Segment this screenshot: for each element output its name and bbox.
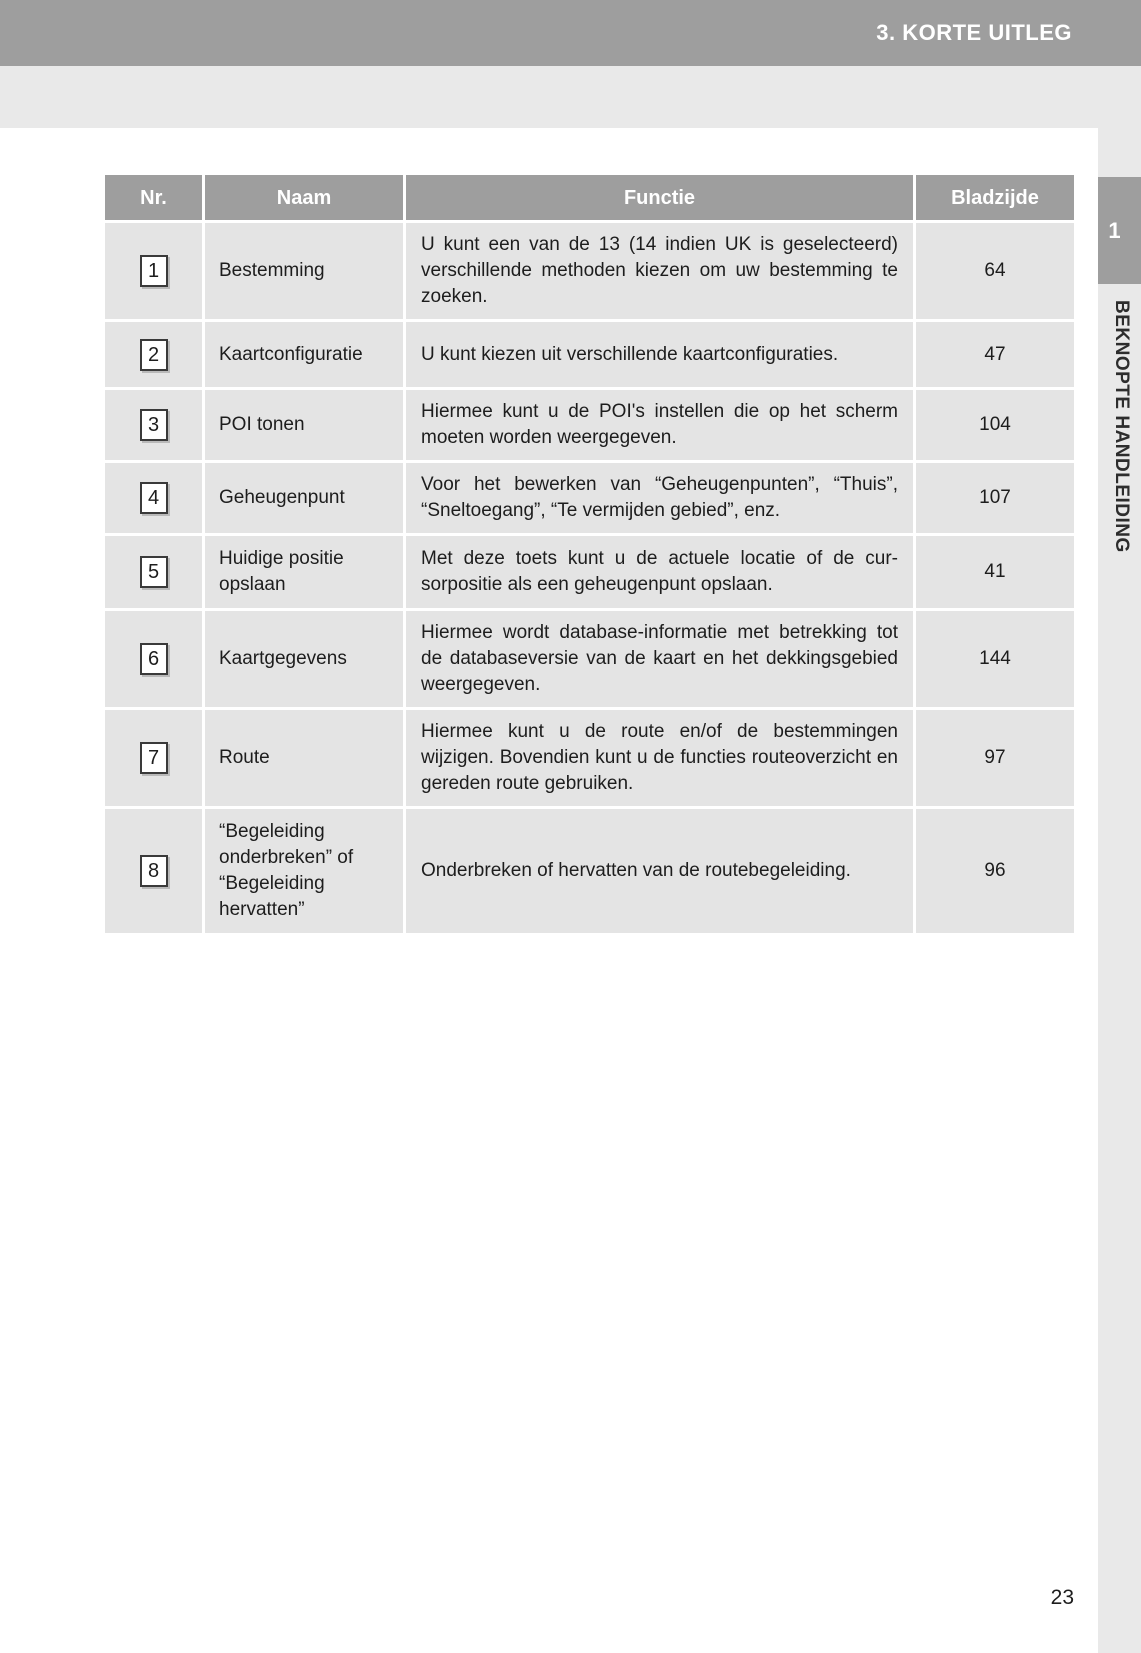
bladzijde-cell [916, 710, 1074, 806]
bladzijde-number: 41 [984, 561, 1006, 582]
chapter-tab-label: BEKNOPTE HANDLEIDING [1111, 300, 1132, 553]
bladzijde-number: 107 [979, 487, 1011, 508]
naam-cell [205, 536, 403, 608]
table-row [105, 322, 1074, 387]
functie-text: Voor het bewerken van “Geheugenpunten”, “Thuis”, “Sneltoegang”, “Te vermijden gebied”, enz. [421, 474, 898, 521]
naam-text: “Begeleiding onderbreken” of “Begeleiding hervatten” [219, 821, 354, 920]
key-number: 7 [147, 747, 160, 769]
functie-text: Met deze toets kunt u de actuele locatie of de cursorpositie als een geheugenpunt opslaan. [421, 548, 898, 595]
nr-cell [105, 536, 202, 608]
naam-text: Geheugenpunt [219, 487, 345, 508]
naam-text: Bestemming [219, 260, 325, 281]
page-number: 23 [1050, 1586, 1074, 1609]
key-number: 6 [147, 648, 160, 670]
functie-text: Hiermee kunt u de route en/of de bestemmingen wijzigen. Bovendien kunt u de functies routeoverzicht en gereden route gebruiken. [421, 721, 898, 794]
header-cell-bladzijde: Bladzijde [916, 175, 1074, 220]
key-number-box [140, 643, 168, 675]
chapter-tab [1098, 177, 1141, 284]
nr-cell [105, 809, 202, 933]
chapter-tab-number: 1 [1108, 217, 1121, 243]
naam-cell [205, 390, 403, 460]
key-number-box [140, 255, 168, 287]
key-number: 2 [147, 343, 160, 366]
bladzijde-number: 144 [979, 648, 1011, 669]
table-header-row [105, 175, 1074, 220]
header-cell-nr: Nr. [105, 175, 202, 220]
functie-text: Onderbreken of hervatten van de routebegeleiding. [421, 860, 851, 881]
table-row [105, 710, 1074, 806]
table-row [105, 463, 1074, 533]
nr-cell [105, 611, 202, 707]
key-number-box [140, 742, 168, 774]
naam-text: Kaartconfiguratie [219, 343, 363, 365]
table-row [105, 809, 1074, 933]
bladzijde-cell [916, 223, 1074, 319]
nr-cell [105, 223, 202, 319]
nr-cell [105, 463, 202, 533]
bladzijde-cell [916, 611, 1074, 707]
naam-text: POI tonen [219, 414, 305, 435]
header-sub-band [0, 66, 1141, 128]
bladzijde-number: 97 [984, 747, 1006, 768]
key-number: 4 [147, 487, 160, 509]
chapter-side-strip [1098, 66, 1141, 1653]
bladzijde-number: 96 [984, 860, 1006, 881]
chapter-title: 3. KORTE UITLEG [876, 20, 1072, 45]
key-number-box [140, 339, 168, 371]
naam-cell [205, 710, 403, 806]
header-cell-naam: Naam [205, 175, 403, 220]
key-number: 8 [147, 860, 160, 882]
table-row [105, 223, 1074, 319]
functie-cell [406, 536, 913, 608]
bladzijde-cell [916, 390, 1074, 460]
bladzijde-cell [916, 536, 1074, 608]
bladzijde-number: 64 [984, 260, 1006, 281]
table-row [105, 390, 1074, 460]
nr-cell [105, 390, 202, 460]
page-header-band [0, 0, 1141, 66]
naam-text: Kaartgegevens [219, 648, 347, 669]
key-number: 1 [147, 260, 160, 282]
key-number: 3 [147, 414, 160, 436]
function-table [105, 175, 1074, 933]
naam-text: Huidige positie opslaan [219, 548, 344, 595]
naam-cell [205, 809, 403, 933]
functie-text: U kunt kiezen uit verschillende kaartconfiguraties. [421, 343, 839, 365]
naam-cell [205, 322, 403, 387]
functie-cell [406, 223, 913, 319]
functie-cell [406, 390, 913, 460]
key-number-box [140, 482, 168, 514]
header-cell-functie: Functie [406, 175, 913, 220]
naam-cell [205, 611, 403, 707]
naam-cell [205, 223, 403, 319]
functie-cell [406, 322, 913, 387]
table-row [105, 611, 1074, 707]
key-number-box [140, 855, 168, 887]
nr-cell [105, 710, 202, 806]
nr-cell [105, 322, 202, 387]
key-number-box [140, 409, 168, 441]
functie-text: Hiermee kunt u de POI's instellen die op het scherm moeten worden weergegeven. [421, 401, 898, 448]
bladzijde-number: 47 [984, 343, 1006, 365]
bladzijde-number: 104 [979, 414, 1011, 435]
key-number: 5 [147, 561, 160, 583]
functie-cell [406, 809, 913, 933]
bladzijde-cell [916, 322, 1074, 387]
key-number-box [140, 556, 168, 588]
bladzijde-cell [916, 809, 1074, 933]
functie-text: U kunt een van de 13 (14 indien UK is geselecteerd) verschillende methoden kiezen om uw bestemming te zoeken. [421, 234, 898, 307]
functie-cell [406, 710, 913, 806]
bladzijde-cell [916, 463, 1074, 533]
functie-cell [406, 611, 913, 707]
functie-text: Hiermee wordt database-informatie met betrekking tot de databaseversie van de kaart en het dekkingsgebied weergegeven. [421, 622, 898, 695]
table-row [105, 536, 1074, 608]
naam-text: Route [219, 747, 270, 768]
naam-cell [205, 463, 403, 533]
functie-cell [406, 463, 913, 533]
